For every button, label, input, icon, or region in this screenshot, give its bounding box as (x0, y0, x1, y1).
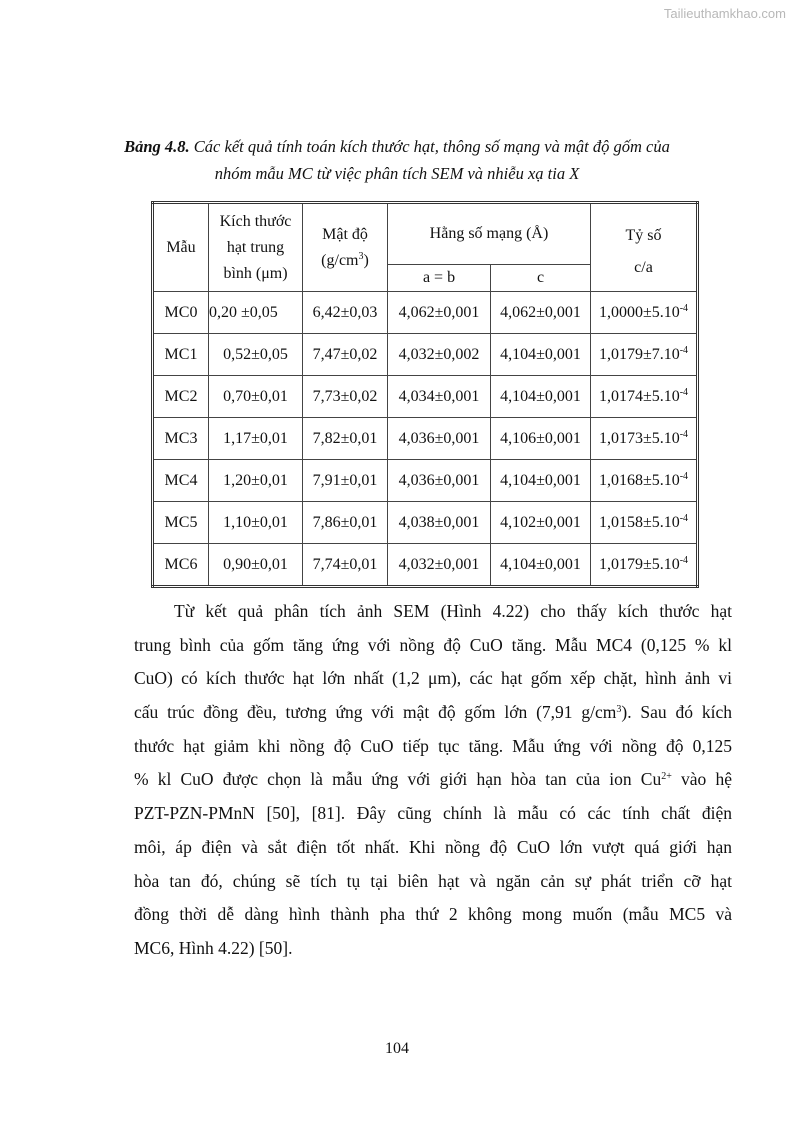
header-grain-size: Kích thước hạt trung bình (μm) (209, 203, 303, 292)
cell-grain: 0,20 ±0,05 (209, 292, 303, 334)
table-row (153, 544, 698, 587)
cell-ratio: $1,0174\pm 5.10^{-4}$ (591, 376, 698, 418)
caption-line1: Các kết quả tính toán kích thước hạt, thông số mạng và mật độ gốm của (189, 137, 670, 156)
header-ratio: Tỷ số c/a (591, 203, 698, 292)
header-lattice: Hằng số mạng (Å) (388, 203, 591, 265)
cell-sample: MC6 (153, 544, 209, 587)
cell-density: 7,82±0,01 (303, 418, 388, 460)
cell-ab: 4,036±0,001 (388, 460, 491, 502)
table-row (153, 418, 698, 460)
caption-line2: nhóm mẫu MC từ việc phân tích SEM và nhiễu xạ tia X (214, 164, 580, 183)
cell-ab: 4,038±0,001 (388, 502, 491, 544)
cell-c: 4,104±0,001 (491, 544, 591, 587)
cell-ratio: $1,0000\pm 5.10^{-4}$ (591, 292, 698, 334)
cell-density: 6,42±0,03 (303, 292, 388, 334)
paragraph-line: Từ kết quả phân tích ảnh SEM (Hình 4.22) cho thấy kích thước hạt (174, 601, 732, 621)
cell-sample: MC3 (153, 418, 209, 460)
cell-sample: MC4 (153, 460, 209, 502)
table-row (153, 376, 698, 418)
cell-sample: MC0 (153, 292, 209, 334)
paragraph-line: trung bình của gốm tăng ứng với nồng độ CuO tăng. Mẫu MC4 (0,125 % kl (134, 634, 732, 655)
cell-ratio: $1,0158\pm 5.10^{-4}$ (591, 502, 698, 544)
table-row (153, 334, 698, 376)
cell-ratio: $1,0173\pm 5.10^{-4}$ (591, 418, 698, 460)
cell-density: 7,47±0,02 (303, 334, 388, 376)
paragraph-line: PZT-PZN-PMnN [50], [81]. Đây cũng chính là mẫu có các tính chất điện (134, 803, 732, 824)
paragraph-line: đồng thời dễ dàng hình thành pha thứ 2 không mong muốn (mẫu MC5 và (134, 904, 732, 925)
results-table (151, 201, 699, 588)
cell-grain: 0,90±0,01 (209, 544, 303, 587)
paragraph-line: môi, áp điện và sắt điện tốt nhất. Khi nồng độ CuO lớn vượt quá giới hạn (134, 836, 732, 857)
table-row (153, 502, 698, 544)
cell-c: 4,104±0,001 (491, 460, 591, 502)
header-density: Mật độ $(g/cm^3)$ (303, 203, 388, 292)
cell-grain: 1,20±0,01 (209, 460, 303, 502)
paragraph-line: thước hạt giảm khi nồng độ CuO tiếp tục tăng. Mẫu ứng với nồng độ 0,125 (134, 735, 732, 756)
table-row (153, 460, 698, 502)
cell-sample: MC5 (153, 502, 209, 544)
caption-label: Bảng 4.8. (124, 137, 190, 156)
cell-ab: 4,032±0,002 (388, 334, 491, 376)
cell-c: 4,102±0,001 (491, 502, 591, 544)
cell-ratio: $1,0179\pm 7.10^{-4}$ (591, 334, 698, 376)
cell-c: 4,104±0,001 (491, 334, 591, 376)
header-ab: a = b (388, 265, 491, 292)
cell-density: 7,86±0,01 (303, 502, 388, 544)
paragraph-line: MC6, Hình 4.22) [50]. (134, 937, 293, 958)
paragraph-line: CuO) có kích thước hạt lớn nhất (1,2 μm), các hạt gốm xếp chặt, hình ảnh vi (134, 668, 732, 689)
cell-sample: MC2 (153, 376, 209, 418)
paragraph-line: cấu trúc đồng đều, tương ứng với mật độ gốm lớn (7,91 $g/cm^3$). Sau đó kích (134, 702, 732, 723)
paragraph-line: hòa tan đó, chúng sẽ tích tụ tại biên hạt và ngăn cản sự phát triển cỡ hạt (134, 870, 732, 891)
cell-density: 7,91±0,01 (303, 460, 388, 502)
cell-density: 7,74±0,01 (303, 544, 388, 587)
header-sample: Mẫu (153, 203, 209, 292)
cell-grain: 0,52±0,05 (209, 334, 303, 376)
cell-ab: 4,036±0,001 (388, 418, 491, 460)
cell-sample: MC1 (153, 334, 209, 376)
table-caption (100, 133, 694, 187)
watermark: Tailieuthamkhao.com (663, 6, 786, 21)
cell-c: 4,104±0,001 (491, 376, 591, 418)
cell-grain: 1,10±0,01 (209, 502, 303, 544)
paragraph-line: % kl CuO được chọn là mẫu ứng với giới hạn hòa tan của ion $Cu^{2+}$ vào hệ (134, 769, 732, 790)
header-c: c (491, 265, 591, 292)
cell-ab: 4,034±0,001 (388, 376, 491, 418)
cell-grain: 1,17±0,01 (209, 418, 303, 460)
cell-ratio: $1,0168\pm 5.10^{-4}$ (591, 460, 698, 502)
body-paragraph (134, 595, 732, 966)
cell-c: 4,062±0,001 (491, 292, 591, 334)
cell-grain: 0,70±0,01 (209, 376, 303, 418)
page-number: 104 (385, 1040, 409, 1057)
cell-ratio: $1,0179\pm 5.10^{-4}$ (591, 544, 698, 587)
cell-ab: 4,032±0,001 (388, 544, 491, 587)
cell-ab: 4,062±0,001 (388, 292, 491, 334)
cell-density: 7,73±0,02 (303, 376, 388, 418)
table-row (153, 292, 698, 334)
cell-c: 4,106±0,001 (491, 418, 591, 460)
